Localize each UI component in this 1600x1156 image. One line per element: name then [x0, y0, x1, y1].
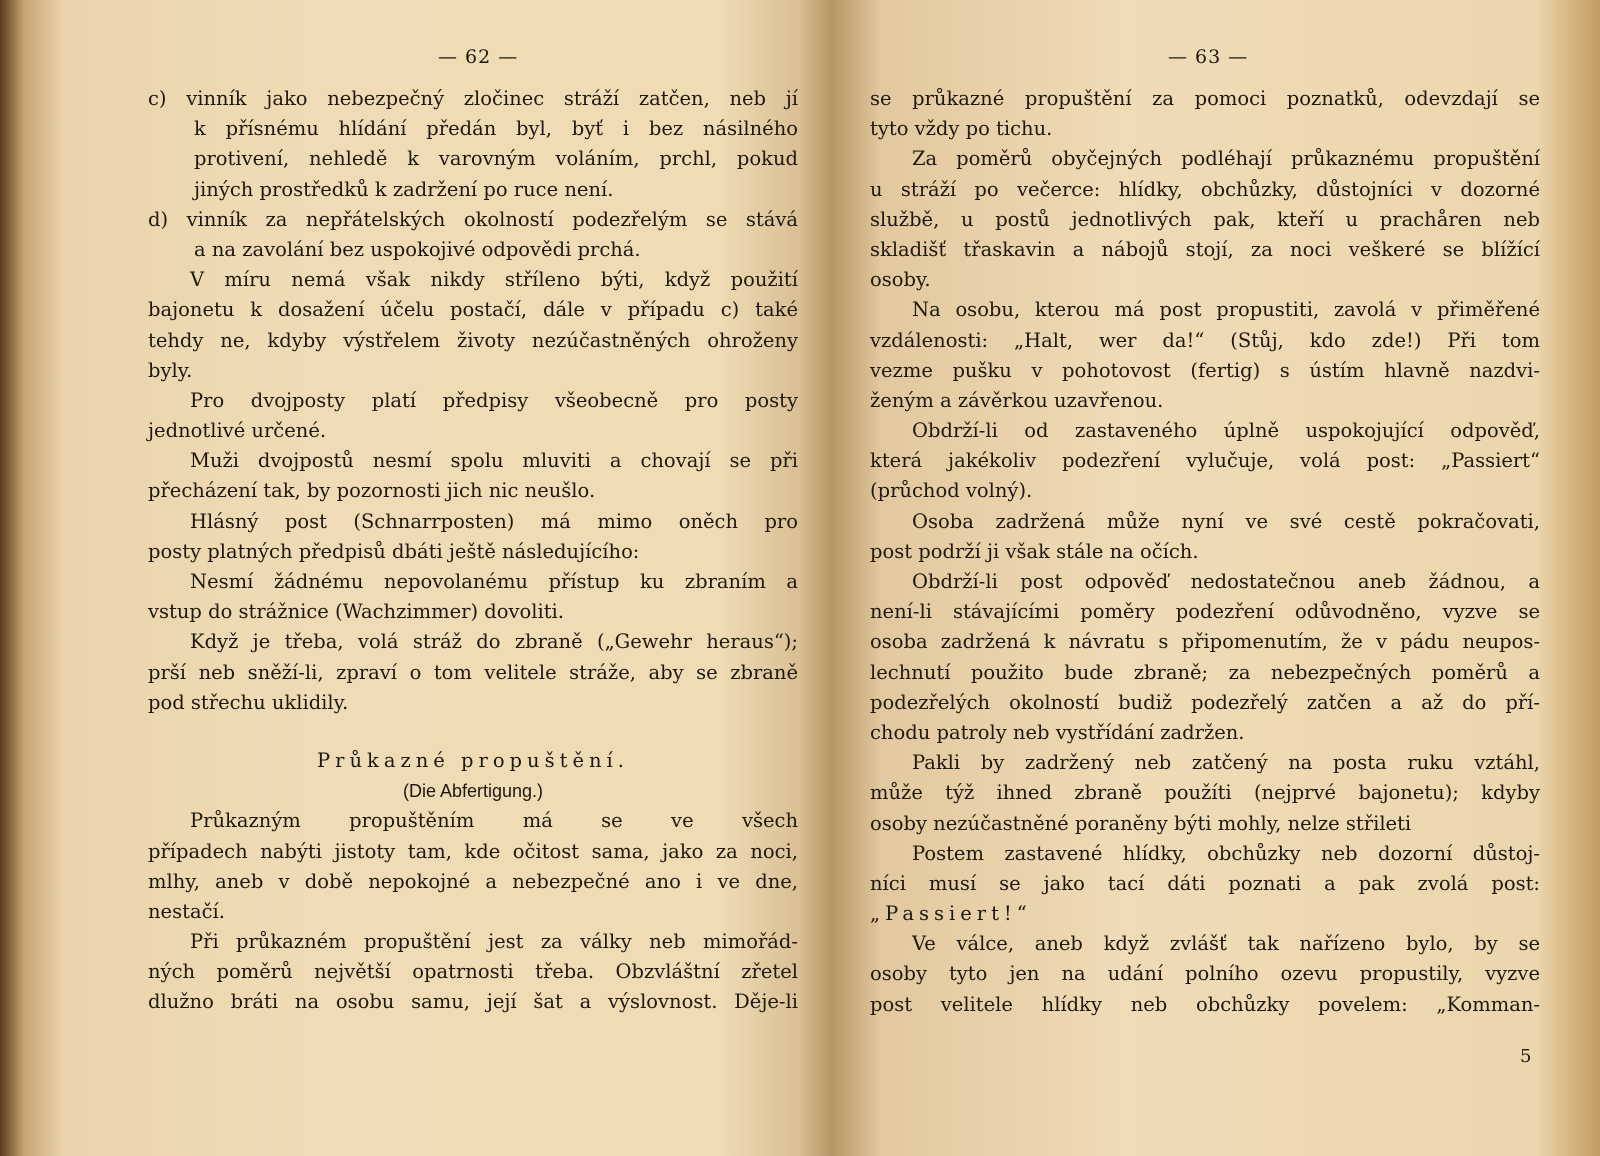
text-line: tyto vždy po tichu. [870, 117, 1053, 141]
text-line: osoby tyto jen na udání polního ozevu propustily, vyzve [870, 962, 1540, 986]
text-line: vstup do strážnice (Wachzimmer) dovoliti. [148, 600, 564, 624]
text-line: post velitele hlídky neb obchůzky povelem: „Komman- [870, 992, 1540, 1016]
text-line: V míru nemá však nikdy stříleno býti, když použití [190, 268, 798, 292]
text-line: která jakékoliv podezření vylučuje, volá post: „Passiert“ [870, 449, 1540, 473]
text-line: Osoba zadržená může nyní ve své cestě pokračovati, [912, 509, 1540, 533]
section-heading: Průkazné propuštění. [317, 748, 629, 772]
text-line: Muži dvojpostů nesmí spolu mluviti a chovají se při [190, 449, 798, 473]
text-line: mlhy, aneb v době nepokojné a nebezpečné ano i ve dne, [148, 869, 798, 893]
text-line: c) vinník jako nebezpečný zločinec stráží zatčen, neb jí [148, 87, 798, 110]
text-line: se průkazné propuštění za pomoci poznatků, odevzdají se [870, 87, 1540, 110]
right-page-text [870, 84, 1540, 1020]
text-line: službě, u postů jednotlivých pak, kteří u prachåren neb [870, 207, 1540, 231]
text-line: osoba zadržená k návratu s připomenutím, že v pádu neupos- [870, 630, 1540, 654]
text-line: k přísnému hlídání předán byl, byť i bez násilného [194, 117, 798, 141]
text-line: protivení, nehledě k varovným voláním, prchl, pokud [194, 147, 798, 171]
text-line: Průkazným propuštěním má se ve všech [190, 809, 798, 833]
text-line: Pakli by zadržený neb zatčený na posta ruku vztáhl, [912, 751, 1540, 775]
text-line: Obdrží-li post odpověď nedostatečnou aneb žádnou, a [912, 570, 1540, 593]
text-line: posty platných předpisů dbáti ještě následujícího: [148, 539, 640, 563]
text-line: ženým a závěrkou uzavřenou. [870, 388, 1164, 412]
text-line: níci musí se jako tací dáti poznati a pak zvolá post: [870, 871, 1540, 895]
text-line: bajonetu k dosažení účelu postačí, dále v případu c) také [148, 298, 798, 322]
text-line: lechnutí použito bude zbraně; za nebezpečných poměrů a [870, 660, 1540, 684]
text-line: ných poměrů největší opatrnosti třeba. Obzvláštní zřetel [148, 960, 798, 984]
text-line: podezřelých okolností budiž podezřelý zatčen a až do pří- [870, 690, 1540, 714]
text-line: Za poměrů obyčejných podléhají průkaznému propuštění [912, 147, 1540, 171]
text-line: post podrží ji však stále na očích. [870, 539, 1199, 563]
text-line: (průchod volný). [870, 479, 1033, 503]
right-page [850, 0, 1600, 1156]
text-line: a na zavolání bez uspokojivé odpovědi prchá. [194, 237, 641, 261]
text-line: vzdálenosti: „Halt, wer da!“ (Stůj, kdo zde!) Při tom [870, 328, 1540, 352]
text-line: Pro dvojposty platí předpisy všeobecně pro posty [190, 388, 798, 412]
left-page-text [148, 84, 798, 1018]
text-line: byly. [148, 358, 193, 382]
section-gap [148, 718, 798, 746]
text-line: Když je třeba, volá stráž do zbraně („Gewehr heraus“); [190, 630, 798, 654]
text-line: Hlásný post (Schnarrposten) má mimo oněch pro [190, 509, 798, 533]
text-line: Ve válce, aneb když zvlášť tak nařízeno bylo, by se [912, 932, 1540, 956]
text-line: není-li stávajícími poměry podezření odůvodněno, vyzve se [870, 600, 1540, 624]
text-line: vezme pušku v pohotovost (fertig) s ústím hlavně nazdvi- [870, 358, 1540, 382]
section-subheading: (Die Abfertigung.) [402, 781, 544, 802]
text-line: skladišť třaskavin a nábojů stojí, za noci veškeré se blížící [870, 237, 1540, 261]
text-line: dlužno bráti na osobu samu, její šat a výslovnost. Děje-li [148, 990, 798, 1014]
text-line: osoby. [870, 268, 931, 292]
text-line: jednotlivé určené. [148, 419, 327, 443]
signature-mark: 5 [1520, 1046, 1532, 1067]
text-line: d) vinník za nepřátelských okolností podezřelým se stává [148, 207, 798, 231]
text-line: může týž ihned zbraně použíti (nejprvé bajonetu); kdyby [870, 781, 1540, 805]
text-line: nestačí. [148, 899, 225, 923]
text-line: případech nabýti jistoty tam, kde očitost sama, jako za noci, [148, 839, 798, 863]
text-line: prší neb sněží-li, zpraví o tom velitele stráže, aby se zbraně [148, 660, 798, 684]
text-line: Postem zastavené hlídky, obchůzky neb dozorní důstoj- [912, 841, 1540, 865]
text-line: „Passiert!“ [870, 902, 1032, 926]
left-page-number: — 62 — [438, 46, 519, 68]
text-line: Nesmí žádnému nepovolanému přístup ku zbraním a [190, 570, 798, 593]
text-line: Na osobu, kterou má post propustiti, zavolá v přiměřené [912, 298, 1540, 322]
text-line: Obdrží-li od zastaveného úplně uspokojující odpověď, [912, 419, 1540, 443]
text-line: u stráží po večerce: hlídky, obchůzky, důstojníci v dozorné [870, 177, 1540, 201]
text-line: Při průkazném propuštění jest za války neb mimořád- [190, 930, 798, 954]
text-line: pod střechu uklidily. [148, 690, 349, 714]
right-page-number: — 63 — [1168, 46, 1249, 68]
text-line: tehdy ne, kdyby výstřelem životy nezúčastněných ohroženy [148, 328, 798, 352]
text-line: chodu patroly neb vystřídání zadržen. [870, 720, 1245, 744]
text-line: osoby nezúčastněné poraněny býti mohly, nelze střileti [870, 811, 1412, 835]
text-line: jiných prostředků k zadržení po ruce není. [194, 177, 614, 201]
text-line: přecházení tak, by pozornosti jich nic neušlo. [148, 479, 596, 503]
